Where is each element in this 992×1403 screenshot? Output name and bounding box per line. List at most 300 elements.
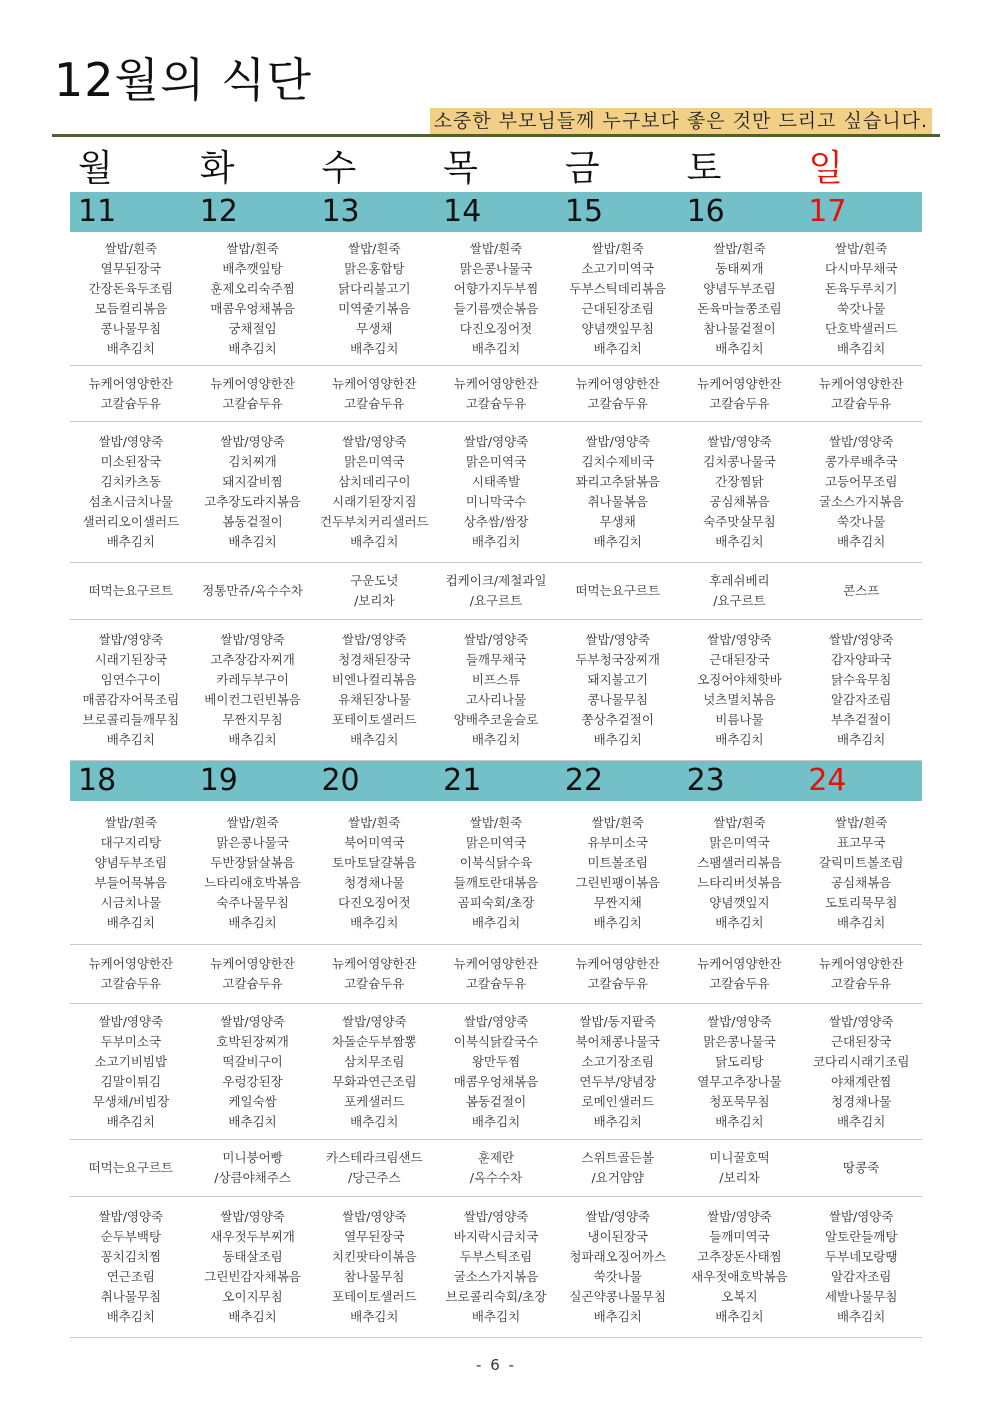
menu-item: 후레쉬베리 [709,573,770,588]
menu-item: 양념깻잎무침 [581,320,654,336]
menu-item: 뉴케어영양한잔 [210,375,295,391]
menu-item: 배추김치 [228,1113,277,1129]
menu-cell [800,620,922,760]
menu-cell [192,366,314,421]
menu-item: 배추김치 [593,534,642,549]
menu-item: 베이컨그린빈볶음 [204,692,301,707]
menu-item: 차돌순두부짬뽕 [332,1033,417,1049]
menu-item: 두부스틱데리볶음 [569,280,667,296]
menu-item: 호박된장찌개 [216,1033,289,1049]
menu-cell [557,563,679,619]
menu-item: 청경채된장국 [338,652,411,667]
menu-item: 표고무국 [837,834,886,850]
menu-item: 떠먹는요구르트 [575,583,660,598]
date-cell: 16 [686,194,725,229]
menu-item: 뉴케어영양한잔 [453,375,539,391]
menu-item: 쌀밥/영양죽 [220,434,285,449]
menu-item: 배추김치 [837,340,886,356]
menu-item: 청포묵무침 [709,1093,770,1109]
menu-cell [435,620,557,760]
menu-item: 오이지무침 [222,1289,283,1304]
menu-item: 배추김치 [471,914,521,930]
menu-item: 쌀밥/영양죽 [463,434,529,449]
menu-item: 들기름깻순볶음 [453,300,539,316]
menu-cell [800,1197,922,1337]
menu-item: 뉴케어영양한잔 [818,956,904,971]
menu-item: 우렁강된장 [222,1073,283,1089]
menu-item: 부추겉절이 [830,712,892,727]
menu-cell [679,422,801,562]
menu-item: 공심채볶음 [709,494,770,509]
menu-item: 배추김치 [715,732,764,747]
menu-item: 뉴케어영양한잔 [210,956,295,971]
menu-item: 쌀밥/흰죽 [104,814,158,830]
meal-row-afternoon-snack [70,563,922,620]
menu-item: 시래기된장지짐 [332,494,417,509]
menu-item: 맑은콩나물국 [216,834,289,850]
menu-item: 알감자조림 [830,692,892,707]
menu-item: 고칼슘두유 [344,976,405,991]
menu-item: 배추김치 [593,1309,642,1324]
menu-item: 김치카츠동 [100,474,162,489]
menu-item: 미소된장국 [100,454,162,469]
menu-item: 콩가루배추국 [824,454,898,469]
menu-item: /당근주스 [348,1170,401,1185]
meal-row-breakfast [70,620,922,761]
menu-item: 유채된장나물 [338,692,411,707]
menu-cell [70,945,192,1003]
menu-item: 쌀밥/흰죽 [834,240,888,256]
menu-cell [679,1004,801,1139]
date-cell: 11 [78,194,117,229]
menu-item: 어향가지두부찜 [453,280,539,296]
menu-item: 쌀밥/영양죽 [342,1013,407,1029]
menu-item: 참나물무침 [344,1269,405,1284]
menu-item: 떡갈비구이 [222,1053,283,1069]
menu-item: 훈제란 [477,1150,515,1165]
menu-item: 배추김치 [106,1113,156,1129]
menu-item: /보리차 [354,593,395,608]
menu-item: 쌀밥/영양죽 [828,1013,894,1029]
weekday-sun: 일 [808,148,844,189]
title-divider [52,134,940,137]
menu-cell [313,945,435,1003]
menu-item: 미니붕어빵 [222,1150,283,1165]
menu-item: 쌀밥/흰죽 [348,240,401,256]
menu-item: 고칼슘두유 [830,395,892,411]
menu-item: 이북식닭수육 [459,854,533,870]
menu-item: 샐러리오이샐러드 [82,514,180,529]
menu-item: 부들어묵볶음 [94,874,168,890]
menu-item: 곰피숙회/초장 [457,894,535,910]
menu-item: 맑은미역국 [465,834,527,850]
menu-item: 브로콜리들깨무침 [82,712,180,727]
menu-item: 고추장돈사태찜 [697,1249,782,1264]
menu-item: 양념두부조림 [94,854,168,870]
menu-item: 배추김치 [228,1309,277,1324]
menu-item: 양념두부조림 [703,280,776,296]
menu-item: 로메인샐러드 [581,1093,654,1109]
menu-item: 배추김치 [593,340,642,356]
menu-item: 동태찌개 [715,260,764,276]
date-cell: 14 [443,194,482,229]
menu-item: 새우젓두부찌개 [210,1229,295,1244]
menu-item: 배추김치 [106,534,156,549]
date-cell: 13 [321,194,360,229]
weekday-header [70,146,922,192]
menu-item: 닭다리불고기 [338,280,411,296]
menu-item: 섬초시금치나물 [88,494,174,509]
menu-cell [800,366,922,421]
menu-item: 맑은미역국 [465,454,527,469]
menu-item: 동태살조림 [222,1249,283,1264]
menu-item: 콩나물무침 [100,320,162,336]
menu-item: 무생채 [356,320,393,336]
menu-item: 근대된장국 [709,652,770,667]
menu-item: 임연수구이 [100,672,162,687]
menu-item: 쑥갓나물 [837,514,886,529]
menu-cell [557,1140,679,1196]
menu-cell [192,801,314,944]
menu-item: 스팸샐러리볶음 [697,854,782,870]
menu-item: 배추김치 [471,732,521,747]
menu-item: 굴소스가지볶음 [453,1269,539,1284]
menu-item: 구운도넛 [350,573,399,588]
weekday-fri: 금 [564,148,600,189]
menu-item: 배추김치 [593,1113,642,1129]
menu-item: 삼치데리구이 [338,474,411,489]
date-cell: 21 [443,763,482,798]
menu-item: /보리차 [719,1170,760,1185]
menu-item: 열무고추장나물 [697,1073,782,1089]
menu-cell [192,232,314,365]
menu-item: /요구르트 [469,593,523,608]
menu-item: 배추김치 [106,340,156,356]
menu-item: 고등어무조림 [824,474,898,489]
menu-item: 콘스프 [843,583,880,598]
weekday-thu: 목 [443,148,478,189]
menu-item: 배추김치 [471,1309,521,1324]
menu-item: 카레두부구이 [216,672,289,687]
menu-item: 배추김치 [593,914,642,930]
menu-item: 돼지불고기 [587,672,648,687]
menu-item: 떠먹는요구르트 [88,1160,174,1175]
menu-item: 뉴케어영양한잔 [88,375,174,391]
menu-item: 배추김치 [471,340,521,356]
menu-item: 뉴케어영양한잔 [332,375,417,391]
menu-item: 배추김치 [837,534,886,549]
menu-item: 쌀밥/영양죽 [828,1209,894,1224]
meal-row-afternoon-snack [70,1140,922,1197]
menu-cell [679,563,801,619]
menu-item: 쌀밥/흰죽 [469,814,523,830]
menu-item: 스위트골든볼 [581,1150,654,1165]
menu-item: 쌀밥/영양죽 [585,434,651,449]
menu-item: 배추김치 [228,534,277,549]
menu-item: 케일숙쌈 [228,1093,277,1109]
menu-item: 쌀밥/흰죽 [713,240,766,256]
menu-item: 청경채나물 [344,874,405,890]
meal-row-morning-snack [70,945,922,1004]
menu-item: 취나물무침 [100,1289,162,1304]
subtitle-banner: 소중한 부모님들께 누구보다 좋은 것만 드리고 싶습니다. [430,108,932,134]
menu-item: 쫑상추겉절이 [581,712,654,727]
menu-item: 토마토달걀볶음 [332,854,417,870]
weekday-sat: 토 [686,148,722,189]
menu-item: 열무된장국 [344,1229,405,1244]
weekday-tue: 화 [199,148,235,189]
menu-cell [313,232,435,365]
menu-item: 돼지갈비찜 [222,474,283,489]
menu-item: 알감자조림 [830,1269,892,1284]
menu-cell [557,232,679,365]
menu-item: 배추김치 [715,1113,764,1129]
menu-item: 건두부치커리샐러드 [319,514,429,529]
menu-item: 브로콜리숙회/초장 [445,1289,547,1304]
menu-item: 북어미역국 [344,834,405,850]
menu-item: 비름나물 [715,712,764,727]
menu-item: 고칼슘두유 [344,395,405,411]
menu-cell [70,801,192,944]
menu-cell [192,945,314,1003]
menu-item: 굴소스가지볶음 [818,494,904,509]
menu-cell [192,1004,314,1139]
page-number: - 6 - [476,1356,516,1374]
menu-item: 새우젓애호박볶음 [691,1269,788,1284]
date-cell: 12 [199,194,238,229]
menu-item: 실곤약콩나물무침 [569,1289,667,1304]
menu-item: 대구지리탕 [100,834,162,850]
menu-item: 돈육마늘쫑조림 [697,300,782,316]
menu-cell [435,366,557,421]
menu-item: 도토리묵무침 [824,894,898,910]
menu-cell [557,366,679,421]
menu-item: 쌀밥/영양죽 [463,1209,529,1224]
menu-item: 배추김치 [106,1309,156,1324]
menu-item: 고추장도라지볶음 [204,494,301,509]
menu-item: 배추김치 [350,732,399,747]
menu-item: 두부네모랑땡 [824,1249,898,1264]
menu-item: 상추쌈/쌈장 [463,514,529,529]
menu-item: 고칼슘두유 [587,976,648,991]
menu-item: 다시마무채국 [824,260,898,276]
menu-item: 쌀밥/영양죽 [707,1209,772,1224]
menu-item: 들깨무채국 [465,652,527,667]
menu-item: 쌀밥/흰죽 [834,814,888,830]
menu-item: 고칼슘두유 [830,976,892,991]
menu-item: 배추김치 [471,1113,521,1129]
menu-cell [435,945,557,1003]
menu-item: 야채계란찜 [830,1073,892,1089]
menu-item: 쑥갓나물 [593,1269,642,1284]
menu-item: 연근조림 [106,1269,156,1284]
menu-item: 세발나물무침 [824,1289,898,1304]
menu-item: 갈릭미트볼조림 [818,854,904,870]
menu-item: 배추김치 [228,340,277,356]
menu-item: 감자양파국 [830,652,892,667]
menu-item: 떠먹는요구르트 [88,583,174,598]
menu-cell [313,1140,435,1196]
menu-item: 단호박샐러드 [824,320,898,336]
menu-item: 쌀밥/동지팥죽 [579,1013,657,1029]
menu-item: 배추깻잎탕 [222,260,283,276]
menu-item: 고추장감자찌개 [210,652,295,667]
menu-item: 맑은미역국 [709,834,770,850]
menu-item: 쌀밥/흰죽 [591,240,644,256]
menu-cell [70,620,192,760]
menu-cell [435,1197,557,1337]
menu-item: 훈제오리숙주찜 [210,280,295,296]
date-cell: 15 [564,194,604,229]
menu-item: 공심채볶음 [830,874,892,890]
menu-item: 쌀밥/영양죽 [220,1013,285,1029]
menu-item: 배추김치 [106,732,156,747]
menu-item: 미역줄기볶음 [338,300,411,316]
menu-cell [679,232,801,365]
menu-item: 배추김치 [837,732,886,747]
menu-cell [800,801,922,944]
menu-item: 숙주나물무침 [216,894,289,910]
menu-item: 배추김치 [593,732,642,747]
meal-row-lunch [70,801,922,945]
menu-item: 쌀밥/흰죽 [713,814,766,830]
menu-item: 뉴케어영양한잔 [818,375,904,391]
menu-item: 쌀밥/영양죽 [342,1209,407,1224]
menu-item: /요구르트 [713,593,766,608]
meal-row-dinner [70,1004,922,1140]
menu-item: 미트볼조림 [587,854,648,870]
menu-item: 포테이토샐러드 [332,712,417,727]
menu-item: 쌀밥/영양죽 [585,1209,651,1224]
menu-cell [313,563,435,619]
menu-item: 배추김치 [471,534,521,549]
menu-item: 코다리시래기조림 [812,1053,910,1069]
menu-item: 컵케이크/제철과일 [445,573,547,588]
menu-item: 고칼슘두유 [222,976,283,991]
menu-cell [679,366,801,421]
date-band-week-1 [70,192,922,232]
menu-item: 김치수제비국 [581,454,654,469]
menu-item: /상큼야채주스 [214,1170,291,1185]
menu-item: 시금치나물 [100,894,162,910]
date-band-week-2 [70,761,922,801]
menu-cell [557,620,679,760]
menu-item: 고사리나물 [465,692,527,707]
menu-item: 고칼슘두유 [465,976,527,991]
menu-item: 배추김치 [837,1113,886,1129]
menu-item: 비엔나컬리볶음 [332,672,417,687]
menu-item: /옥수수차 [469,1170,523,1185]
menu-cell [192,422,314,562]
menu-cell [70,1197,192,1337]
menu-item: 쌀밥/영양죽 [463,632,529,647]
meal-row-morning-snack [70,366,922,422]
menu-item: 쌀밥/영양죽 [98,1013,164,1029]
menu-item: 뉴케어영양한잔 [575,375,660,391]
menu-cell [800,422,922,562]
menu-cell [313,1004,435,1139]
menu-item: 쌀밥/흰죽 [226,240,279,256]
menu-item: 쌀밥/영양죽 [828,434,894,449]
menu-item: 소고기장조림 [581,1053,654,1069]
menu-cell [557,945,679,1003]
menu-item: 쌀밥/영양죽 [98,1209,164,1224]
menu-item: 취나물볶음 [587,494,648,509]
menu-item: 냉이된장국 [587,1229,648,1244]
meal-row-dinner [70,422,922,563]
menu-item: 두부스틱조림 [459,1249,533,1264]
menu-item: 쌀밥/흰죽 [591,814,644,830]
menu-item: 연두부/양념장 [579,1073,657,1089]
menu-item: 쌀밥/흰죽 [348,814,401,830]
menu-cell [192,1140,314,1196]
menu-item: 닭수육무침 [830,672,892,687]
menu-item: 들깨토란대볶음 [453,874,539,890]
menu-cell [800,1140,922,1196]
menu-item: 김치콩나물국 [703,454,776,469]
menu-item: 포테이토샐러드 [332,1289,417,1304]
menu-cell [679,945,801,1003]
weekday-wed: 수 [321,148,357,189]
menu-item: 간장찜닭 [715,474,764,489]
menu-item: 청파래오징어까스 [569,1249,667,1264]
menu-item: 무짠지채 [593,894,642,910]
menu-item: 삼치무조림 [344,1053,405,1069]
date-cell: 18 [78,763,117,798]
menu-item: 시태족발 [471,474,521,489]
menu-cell [192,1197,314,1337]
weekday-mon: 월 [78,148,113,189]
menu-item: 참나물겉절이 [703,320,776,336]
menu-item: 쌀밥/영양죽 [585,632,651,647]
menu-item: 고칼슘두유 [222,395,283,411]
menu-cell [557,801,679,944]
menu-item: 배추김치 [715,1309,764,1324]
menu-item: 배추김치 [715,340,764,356]
menu-item: 무짠지무침 [222,712,283,727]
menu-item: 뉴케어영양한잔 [88,956,174,971]
menu-item: 배추김치 [350,534,399,549]
menu-item: 배추김치 [837,914,886,930]
menu-item: 배추김치 [350,914,399,930]
menu-item: 두반장닭살볶음 [210,854,295,870]
menu-item: 봄동겉절이 [222,514,283,529]
menu-cell [313,801,435,944]
date-cell: 17 [808,194,847,229]
menu-cell [435,422,557,562]
menu-cell [435,1004,557,1139]
meal-row-lunch [70,232,922,366]
menu-item: 쌀밥/영양죽 [220,1209,285,1224]
page-title: 12월의 식단 [54,53,312,107]
menu-item: 유부미소국 [587,834,648,850]
menu-cell [435,232,557,365]
menu-item: 그린빈감자채볶음 [204,1269,301,1284]
menu-item: 김말이튀김 [100,1073,162,1089]
menu-item: 땅콩죽 [843,1160,880,1175]
menu-item: 무생채 [599,514,636,529]
menu-cell [557,422,679,562]
menu-item: 뉴케어영양한잔 [697,375,782,391]
date-cell: 20 [321,763,360,798]
menu-cell [800,563,922,619]
menu-item: 고칼슘두유 [709,395,770,411]
menu-item: 쌀밥/흰죽 [226,814,279,830]
menu-item: 쌀밥/영양죽 [98,632,164,647]
menu-item: 배추김치 [106,914,156,930]
menu-item: 근대된장국 [830,1033,892,1049]
menu-item: 근대된장조림 [581,300,654,316]
